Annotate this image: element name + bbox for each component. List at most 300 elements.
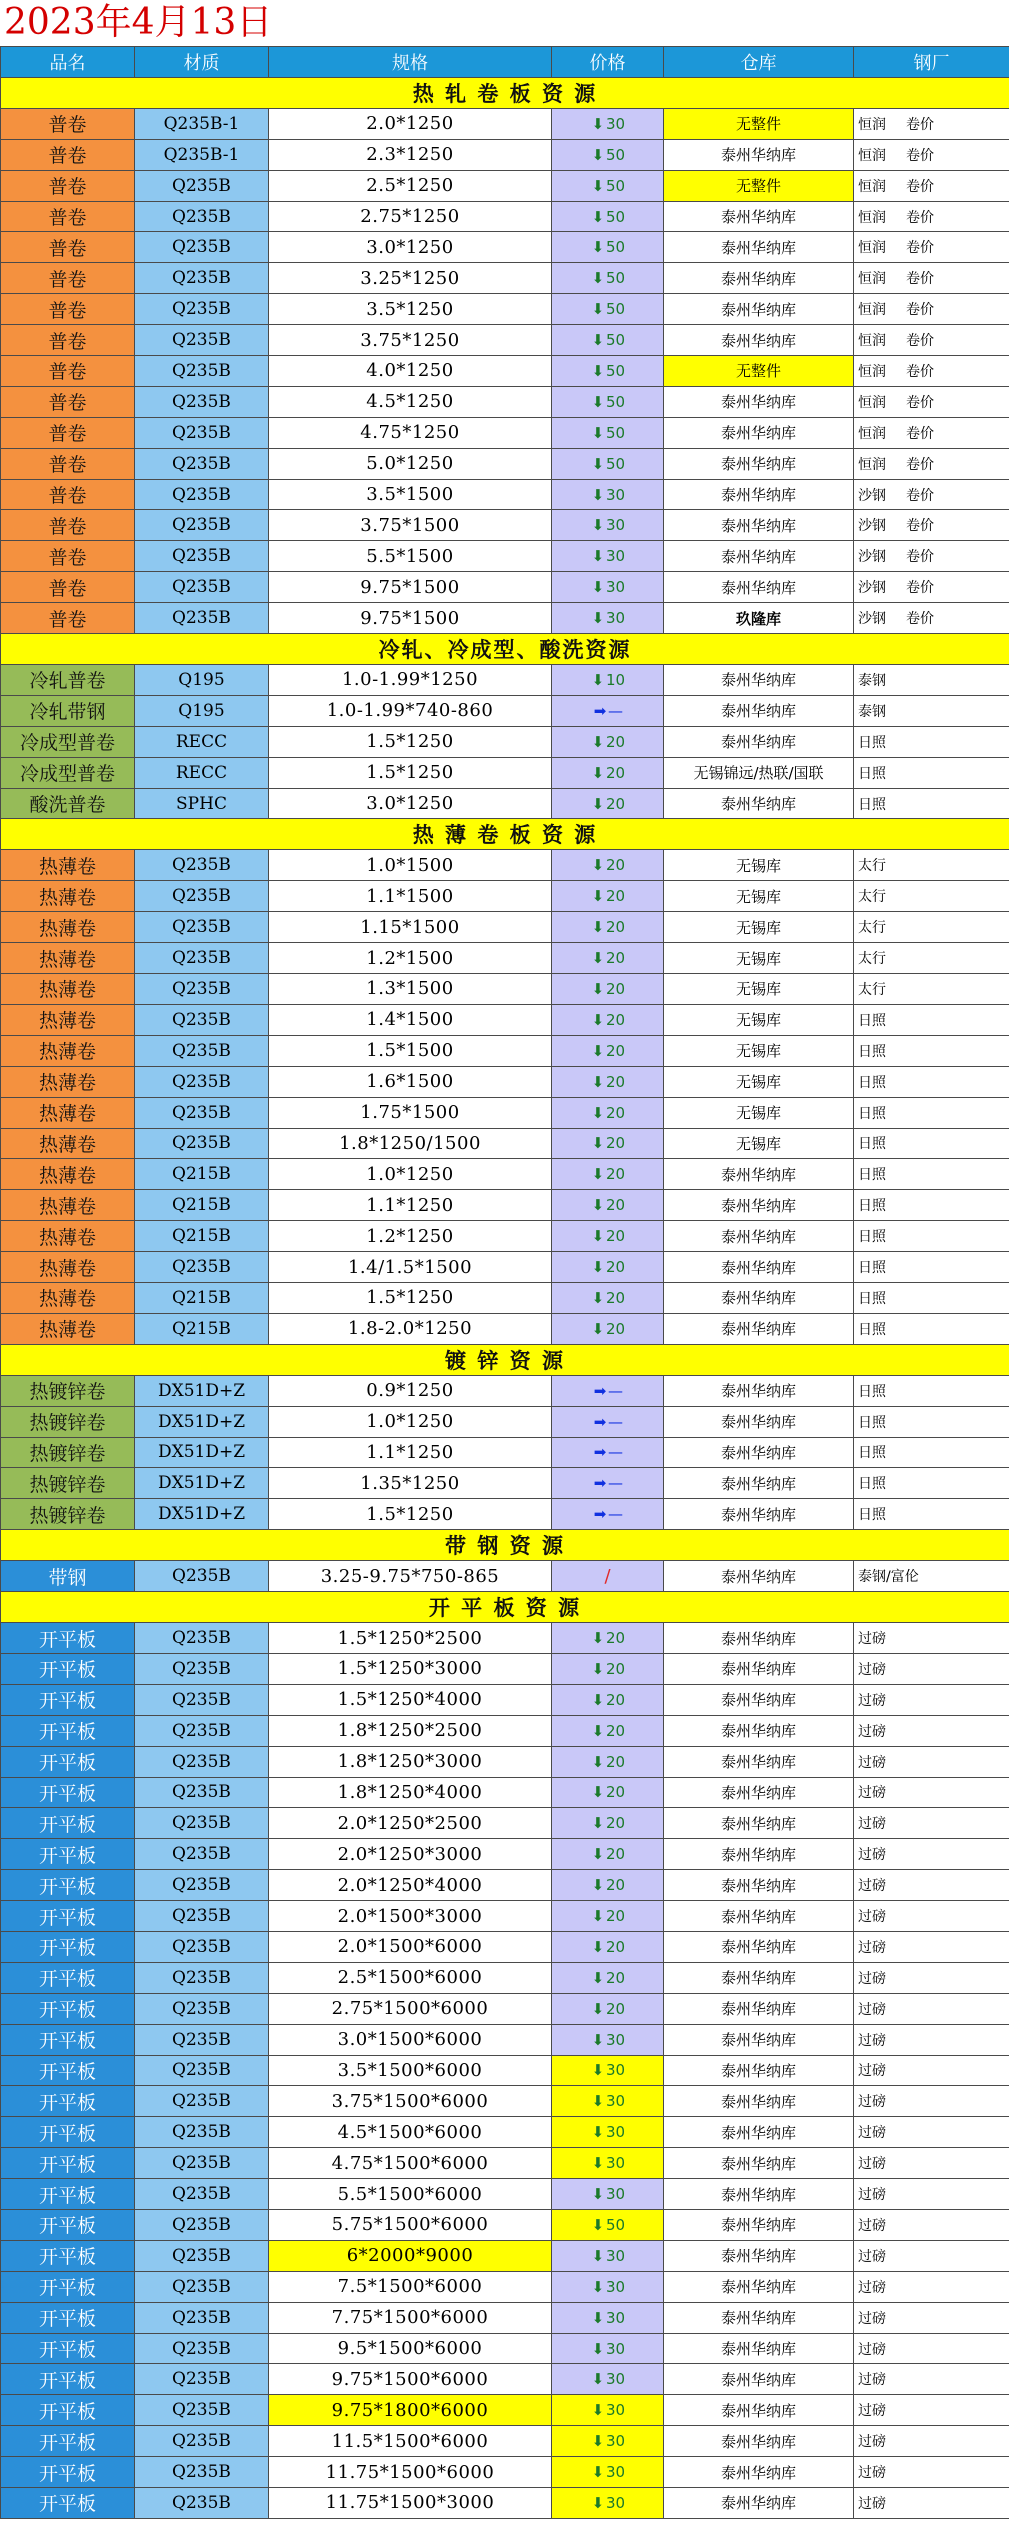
material: Q235B bbox=[135, 201, 269, 232]
mill-name: 过磅 bbox=[858, 2372, 886, 2389]
table-row bbox=[1, 1653, 1009, 1684]
mill-name: 日照 bbox=[858, 765, 886, 782]
mill-cell bbox=[854, 2457, 1009, 2488]
price-cell bbox=[552, 2240, 664, 2271]
material: Q195 bbox=[135, 695, 269, 726]
price-value: 30 bbox=[605, 2154, 626, 2173]
spec: 1.0*1500 bbox=[269, 850, 552, 881]
arrow-down-icon: ⬇ bbox=[591, 2092, 605, 2111]
price-value: 30 bbox=[605, 2308, 626, 2327]
arrow-down-icon: ⬇ bbox=[591, 1103, 605, 1122]
arrow-down-icon: ⬇ bbox=[591, 485, 605, 504]
material: Q235B bbox=[135, 2271, 269, 2302]
price-value: 20 bbox=[605, 887, 626, 906]
mill-cell bbox=[854, 1962, 1009, 1993]
material: Q235B bbox=[135, 448, 269, 479]
warehouse: 泰州华纳库 bbox=[664, 2271, 854, 2302]
table-row bbox=[1, 726, 1009, 757]
mill-cell bbox=[854, 2271, 1009, 2302]
table-row bbox=[1, 2333, 1009, 2364]
mill-name: 日照 bbox=[858, 1074, 886, 1091]
product-name: 开平板 bbox=[1, 2395, 135, 2426]
warehouse: 泰州华纳库 bbox=[664, 1777, 854, 1808]
material: Q235B bbox=[135, 1715, 269, 1746]
mill-cell bbox=[854, 943, 1009, 974]
price-cell bbox=[552, 2210, 664, 2241]
price-value: — bbox=[608, 1443, 623, 1462]
mill-name: 日照 bbox=[858, 1012, 886, 1029]
product-name: 热薄卷 bbox=[1, 850, 135, 881]
warehouse: 玖隆库 bbox=[664, 603, 854, 634]
warehouse: 泰州华纳库 bbox=[664, 1561, 854, 1592]
price-cell bbox=[552, 1653, 664, 1684]
product-name: 开平板 bbox=[1, 2024, 135, 2055]
mill-cell bbox=[854, 2333, 1009, 2364]
material: Q235B bbox=[135, 1252, 269, 1283]
header-material: 材质 bbox=[135, 47, 269, 78]
product-name: 热薄卷 bbox=[1, 912, 135, 943]
mill-note: 卷价 bbox=[906, 363, 934, 380]
warehouse: 泰州华纳库 bbox=[664, 726, 854, 757]
table-row bbox=[1, 386, 1009, 417]
arrow-down-icon: ⬇ bbox=[591, 2432, 605, 2451]
warehouse: 无锡库 bbox=[664, 912, 854, 943]
spec: 5.5*1500*6000 bbox=[269, 2179, 552, 2210]
price-cell bbox=[552, 108, 664, 139]
price-cell bbox=[552, 2364, 664, 2395]
mill-name: 过磅 bbox=[858, 2125, 886, 2142]
warehouse: 泰州华纳库 bbox=[664, 479, 854, 510]
warehouse: 泰州华纳库 bbox=[664, 1468, 854, 1499]
mill-cell bbox=[854, 386, 1009, 417]
header-name: 品名 bbox=[1, 47, 135, 78]
warehouse: 泰州华纳库 bbox=[664, 695, 854, 726]
price-value: 20 bbox=[605, 794, 626, 813]
price-cell bbox=[552, 665, 664, 696]
mill-note: 卷价 bbox=[906, 333, 934, 350]
product-name: 普卷 bbox=[1, 325, 135, 356]
material: Q235B bbox=[135, 1839, 269, 1870]
price-cell bbox=[552, 1035, 664, 1066]
mill-cell bbox=[854, 1468, 1009, 1499]
header-spec: 规格 bbox=[269, 47, 552, 78]
price-value: 50 bbox=[605, 269, 626, 288]
mill-cell bbox=[854, 1561, 1009, 1592]
mill-cell bbox=[854, 1190, 1009, 1221]
mill-cell bbox=[854, 1808, 1009, 1839]
mill-name: 过磅 bbox=[858, 2279, 886, 2296]
material: Q235B bbox=[135, 294, 269, 325]
arrow-down-icon: ⬇ bbox=[591, 516, 605, 535]
warehouse: 泰州华纳库 bbox=[664, 2179, 854, 2210]
warehouse: 泰州华纳库 bbox=[664, 1313, 854, 1344]
arrow-down-icon: ⬇ bbox=[591, 2339, 605, 2358]
product-name: 开平板 bbox=[1, 1684, 135, 1715]
mill-cell bbox=[854, 1066, 1009, 1097]
product-name: 普卷 bbox=[1, 356, 135, 387]
product-name: 普卷 bbox=[1, 448, 135, 479]
warehouse: 泰州华纳库 bbox=[664, 2488, 854, 2519]
mill-name: 过磅 bbox=[858, 2495, 886, 2512]
product-name: 普卷 bbox=[1, 263, 135, 294]
price-value: 30 bbox=[605, 2246, 626, 2265]
warehouse: 泰州华纳库 bbox=[664, 1375, 854, 1406]
mill-cell bbox=[854, 1128, 1009, 1159]
warehouse: 泰州华纳库 bbox=[664, 1499, 854, 1530]
arrow-down-icon: ⬇ bbox=[591, 1041, 605, 1060]
price-cell bbox=[552, 1808, 664, 1839]
mill-name: 恒润 bbox=[858, 147, 886, 164]
price-cell bbox=[552, 232, 664, 263]
price-value: / bbox=[604, 1565, 611, 1587]
mill-cell bbox=[854, 1282, 1009, 1313]
warehouse: 泰州华纳库 bbox=[664, 1962, 854, 1993]
spec: 1.35*1250 bbox=[269, 1468, 552, 1499]
table-row bbox=[1, 1375, 1009, 1406]
spec: 1.5*1500 bbox=[269, 1035, 552, 1066]
table-row bbox=[1, 1993, 1009, 2024]
price-cell bbox=[552, 1004, 664, 1035]
mill-name: 日照 bbox=[858, 1136, 886, 1153]
material: Q235B bbox=[135, 1901, 269, 1932]
warehouse: 泰州华纳库 bbox=[664, 1839, 854, 1870]
product-name: 普卷 bbox=[1, 294, 135, 325]
mill-name: 沙钢 bbox=[858, 518, 886, 535]
price-value: 30 bbox=[605, 609, 626, 628]
product-name: 普卷 bbox=[1, 603, 135, 634]
material: Q235B bbox=[135, 1066, 269, 1097]
product-name: 热薄卷 bbox=[1, 1313, 135, 1344]
material: Q215B bbox=[135, 1313, 269, 1344]
material: Q235B bbox=[135, 1561, 269, 1592]
price-value: 20 bbox=[605, 1968, 626, 1987]
spec: 2.0*1250*4000 bbox=[269, 1870, 552, 1901]
product-name: 酸洗普卷 bbox=[1, 788, 135, 819]
table-row bbox=[1, 1282, 1009, 1313]
mill-name: 过磅 bbox=[858, 2403, 886, 2420]
material: Q235B-1 bbox=[135, 108, 269, 139]
arrow-down-icon: ⬇ bbox=[591, 732, 605, 751]
warehouse: 泰州华纳库 bbox=[664, 1437, 854, 1468]
price-cell bbox=[552, 386, 664, 417]
table-row bbox=[1, 2302, 1009, 2333]
arrow-down-icon: ⬇ bbox=[591, 2123, 605, 2142]
product-name: 热薄卷 bbox=[1, 974, 135, 1005]
product-name: 热薄卷 bbox=[1, 943, 135, 974]
spec: 4.0*1250 bbox=[269, 356, 552, 387]
product-name: 开平板 bbox=[1, 1653, 135, 1684]
mill-name: 泰钢 bbox=[858, 672, 886, 689]
product-name: 开平板 bbox=[1, 1715, 135, 1746]
table-row bbox=[1, 2117, 1009, 2148]
price-cell bbox=[552, 139, 664, 170]
material: Q235B bbox=[135, 2055, 269, 2086]
price-cell bbox=[552, 1252, 664, 1283]
header-warehouse: 仓库 bbox=[664, 47, 854, 78]
spec: 4.5*1500*6000 bbox=[269, 2117, 552, 2148]
mill-cell bbox=[854, 1159, 1009, 1190]
price-value: 10 bbox=[605, 670, 626, 689]
product-name: 普卷 bbox=[1, 479, 135, 510]
material: DX51D+Z bbox=[135, 1468, 269, 1499]
table-row bbox=[1, 170, 1009, 201]
price-value: 20 bbox=[605, 1845, 626, 1864]
section-header bbox=[1, 819, 1009, 850]
price-cell bbox=[552, 788, 664, 819]
price-cell bbox=[552, 2457, 664, 2488]
spec: 1.4/1.5*1500 bbox=[269, 1252, 552, 1283]
arrow-down-icon: ⬇ bbox=[591, 1968, 605, 1987]
mill-name: 过磅 bbox=[858, 1847, 886, 1864]
warehouse: 泰州华纳库 bbox=[664, 139, 854, 170]
material: Q235B bbox=[135, 2179, 269, 2210]
arrow-down-icon: ⬇ bbox=[591, 1196, 605, 1215]
spec: 1.1*1250 bbox=[269, 1437, 552, 1468]
spec: 5.0*1250 bbox=[269, 448, 552, 479]
spec: 1.1*1500 bbox=[269, 881, 552, 912]
mill-note: 卷价 bbox=[906, 116, 934, 133]
table-row bbox=[1, 1499, 1009, 1530]
price-value: 50 bbox=[605, 454, 626, 473]
mill-cell bbox=[854, 2488, 1009, 2519]
price-value: 20 bbox=[605, 1288, 626, 1307]
price-value: 50 bbox=[605, 145, 626, 164]
mill-cell bbox=[854, 139, 1009, 170]
price-cell bbox=[552, 1962, 664, 1993]
mill-cell bbox=[854, 1993, 1009, 2024]
mill-name: 过磅 bbox=[858, 2465, 886, 2482]
mill-note: 卷价 bbox=[906, 394, 934, 411]
price-value: 30 bbox=[605, 516, 626, 535]
arrow-right-icon: ➡ bbox=[593, 1505, 607, 1524]
mill-name: 日照 bbox=[858, 1105, 886, 1122]
price-cell bbox=[552, 1437, 664, 1468]
mill-cell bbox=[854, 912, 1009, 943]
price-cell bbox=[552, 943, 664, 974]
price-value: 30 bbox=[605, 2185, 626, 2204]
price-value: 20 bbox=[605, 1258, 626, 1276]
warehouse: 泰州华纳库 bbox=[664, 2117, 854, 2148]
mill-cell bbox=[854, 2179, 1009, 2210]
table-row bbox=[1, 417, 1009, 448]
table-row bbox=[1, 1252, 1009, 1283]
warehouse: 泰州华纳库 bbox=[664, 294, 854, 325]
mill-name: 日照 bbox=[858, 1321, 886, 1338]
price-cell bbox=[552, 1931, 664, 1962]
table-row bbox=[1, 325, 1009, 356]
warehouse: 泰州华纳库 bbox=[664, 2302, 854, 2333]
warehouse: 泰州华纳库 bbox=[664, 541, 854, 572]
arrow-down-icon: ⬇ bbox=[591, 331, 605, 350]
table-row bbox=[1, 665, 1009, 696]
spec: 1.3*1500 bbox=[269, 974, 552, 1005]
arrow-down-icon: ⬇ bbox=[591, 207, 605, 226]
spec: 0.9*1250 bbox=[269, 1375, 552, 1406]
material: Q215B bbox=[135, 1159, 269, 1190]
mill-cell bbox=[854, 2302, 1009, 2333]
arrow-down-icon: ⬇ bbox=[591, 2463, 605, 2482]
mill-note: 卷价 bbox=[906, 178, 934, 195]
arrow-down-icon: ⬇ bbox=[591, 547, 605, 566]
price-cell bbox=[552, 2271, 664, 2302]
arrow-down-icon: ⬇ bbox=[591, 918, 605, 937]
warehouse: 无整件 bbox=[664, 170, 854, 201]
mill-name: 沙钢 bbox=[858, 611, 886, 628]
material: Q235B bbox=[135, 2210, 269, 2241]
spec: 2.0*1250*3000 bbox=[269, 1839, 552, 1870]
table-row bbox=[1, 2395, 1009, 2426]
mill-note: 卷价 bbox=[906, 580, 934, 597]
product-name: 开平板 bbox=[1, 2179, 135, 2210]
mill-name: 日照 bbox=[858, 1476, 886, 1493]
warehouse: 泰州华纳库 bbox=[664, 232, 854, 263]
spec: 2.0*1500*6000 bbox=[269, 1931, 552, 1962]
spec: 5.5*1500 bbox=[269, 541, 552, 572]
price-cell bbox=[552, 1406, 664, 1437]
spec: 3.0*1500*6000 bbox=[269, 2024, 552, 2055]
warehouse: 无锡库 bbox=[664, 1066, 854, 1097]
mill-name: 过磅 bbox=[858, 1785, 886, 1802]
material: Q235B bbox=[135, 2426, 269, 2457]
spec: 4.75*1500*6000 bbox=[269, 2148, 552, 2179]
material: Q235B bbox=[135, 1684, 269, 1715]
arrow-down-icon: ⬇ bbox=[591, 1227, 605, 1246]
price-value: 20 bbox=[605, 1134, 626, 1153]
product-name: 热镀锌卷 bbox=[1, 1499, 135, 1530]
material: Q235B bbox=[135, 356, 269, 387]
warehouse: 泰州华纳库 bbox=[664, 2457, 854, 2488]
mill-cell bbox=[854, 2210, 1009, 2241]
warehouse: 泰州华纳库 bbox=[664, 2240, 854, 2271]
mill-cell bbox=[854, 1499, 1009, 1530]
product-name: 冷轧带钢 bbox=[1, 695, 135, 726]
mill-cell bbox=[854, 788, 1009, 819]
material: Q235B bbox=[135, 1004, 269, 1035]
spec: 9.5*1500*6000 bbox=[269, 2333, 552, 2364]
price-cell bbox=[552, 2117, 664, 2148]
warehouse: 泰州华纳库 bbox=[664, 386, 854, 417]
header-price: 价格 bbox=[552, 47, 664, 78]
mill-name: 过磅 bbox=[858, 2001, 886, 2018]
mill-cell bbox=[854, 2426, 1009, 2457]
mill-name: 泰钢/富伦 bbox=[858, 1569, 919, 1586]
table-row bbox=[1, 510, 1009, 541]
price-value: 20 bbox=[605, 1721, 626, 1740]
product-name: 热薄卷 bbox=[1, 1282, 135, 1313]
table-row bbox=[1, 2055, 1009, 2086]
price-value: 50 bbox=[605, 300, 626, 319]
arrow-down-icon: ⬇ bbox=[591, 1721, 605, 1740]
arrow-down-icon: ⬇ bbox=[591, 856, 605, 875]
warehouse: 泰州华纳库 bbox=[664, 1715, 854, 1746]
arrow-down-icon: ⬇ bbox=[591, 1876, 605, 1895]
product-name: 开平板 bbox=[1, 2271, 135, 2302]
material: Q235B bbox=[135, 232, 269, 263]
warehouse: 泰州华纳库 bbox=[664, 417, 854, 448]
mill-name: 过磅 bbox=[858, 2032, 886, 2049]
table-row bbox=[1, 232, 1009, 263]
material: Q235B bbox=[135, 1870, 269, 1901]
spec: 2.0*1500*3000 bbox=[269, 1901, 552, 1932]
mill-cell bbox=[854, 294, 1009, 325]
mill-note: 卷价 bbox=[906, 425, 934, 442]
table-row bbox=[1, 1406, 1009, 1437]
product-name: 普卷 bbox=[1, 541, 135, 572]
table-row bbox=[1, 1221, 1009, 1252]
mill-note: 卷价 bbox=[906, 302, 934, 319]
price-table bbox=[0, 46, 1009, 2519]
price-cell bbox=[552, 1375, 664, 1406]
material: Q235B bbox=[135, 881, 269, 912]
spec: 5.75*1500*6000 bbox=[269, 2210, 552, 2241]
mill-name: 日照 bbox=[858, 1167, 886, 1184]
warehouse: 泰州华纳库 bbox=[664, 2426, 854, 2457]
mill-name: 日照 bbox=[858, 1507, 886, 1524]
mill-cell bbox=[854, 1715, 1009, 1746]
price-cell bbox=[552, 479, 664, 510]
material: Q235B bbox=[135, 2240, 269, 2271]
price-value: 30 bbox=[605, 547, 626, 566]
mill-name: 日照 bbox=[858, 1445, 886, 1462]
product-name: 开平板 bbox=[1, 1808, 135, 1839]
price-cell bbox=[552, 1221, 664, 1252]
warehouse: 泰州华纳库 bbox=[664, 1252, 854, 1283]
section-title: 镀 锌 资 源 bbox=[1, 1344, 1009, 1375]
mill-name: 太行 bbox=[858, 981, 886, 998]
product-name: 开平板 bbox=[1, 2240, 135, 2271]
spec: 11.75*1500*3000 bbox=[269, 2488, 552, 2519]
spec: 7.75*1500*6000 bbox=[269, 2302, 552, 2333]
product-name: 普卷 bbox=[1, 232, 135, 263]
mill-name: 沙钢 bbox=[858, 487, 886, 504]
product-name: 冷成型普卷 bbox=[1, 757, 135, 788]
product-name: 热薄卷 bbox=[1, 1128, 135, 1159]
spec: 1.0*1250 bbox=[269, 1406, 552, 1437]
price-cell bbox=[552, 541, 664, 572]
mill-cell bbox=[854, 881, 1009, 912]
mill-name: 沙钢 bbox=[858, 549, 886, 566]
product-name: 开平板 bbox=[1, 1839, 135, 1870]
spec: 6*2000*9000 bbox=[269, 2240, 552, 2271]
price-cell bbox=[552, 1993, 664, 2024]
mill-cell bbox=[854, 448, 1009, 479]
table-row bbox=[1, 788, 1009, 819]
section-header bbox=[1, 634, 1009, 665]
mill-name: 恒润 bbox=[858, 456, 886, 473]
arrow-down-icon: ⬇ bbox=[591, 609, 605, 628]
mill-name: 过磅 bbox=[858, 1878, 886, 1895]
table-row bbox=[1, 294, 1009, 325]
product-name: 热镀锌卷 bbox=[1, 1437, 135, 1468]
mill-cell bbox=[854, 974, 1009, 1005]
arrow-right-icon: ➡ bbox=[593, 1474, 607, 1493]
mill-name: 过磅 bbox=[858, 1692, 886, 1709]
warehouse: 泰州华纳库 bbox=[664, 1406, 854, 1437]
mill-name: 过磅 bbox=[858, 1816, 886, 1833]
price-value: 20 bbox=[605, 1227, 626, 1246]
price-value: — bbox=[608, 701, 623, 720]
mill-note: 卷价 bbox=[906, 518, 934, 535]
price-cell bbox=[552, 1499, 664, 1530]
table-row bbox=[1, 1313, 1009, 1344]
price-value: 50 bbox=[605, 361, 626, 380]
product-name: 热薄卷 bbox=[1, 1252, 135, 1283]
price-value: — bbox=[608, 1412, 623, 1431]
arrow-down-icon: ⬇ bbox=[591, 1783, 605, 1802]
mill-name: 恒润 bbox=[858, 209, 886, 226]
mill-name: 过磅 bbox=[858, 2156, 886, 2173]
mill-cell bbox=[854, 2024, 1009, 2055]
